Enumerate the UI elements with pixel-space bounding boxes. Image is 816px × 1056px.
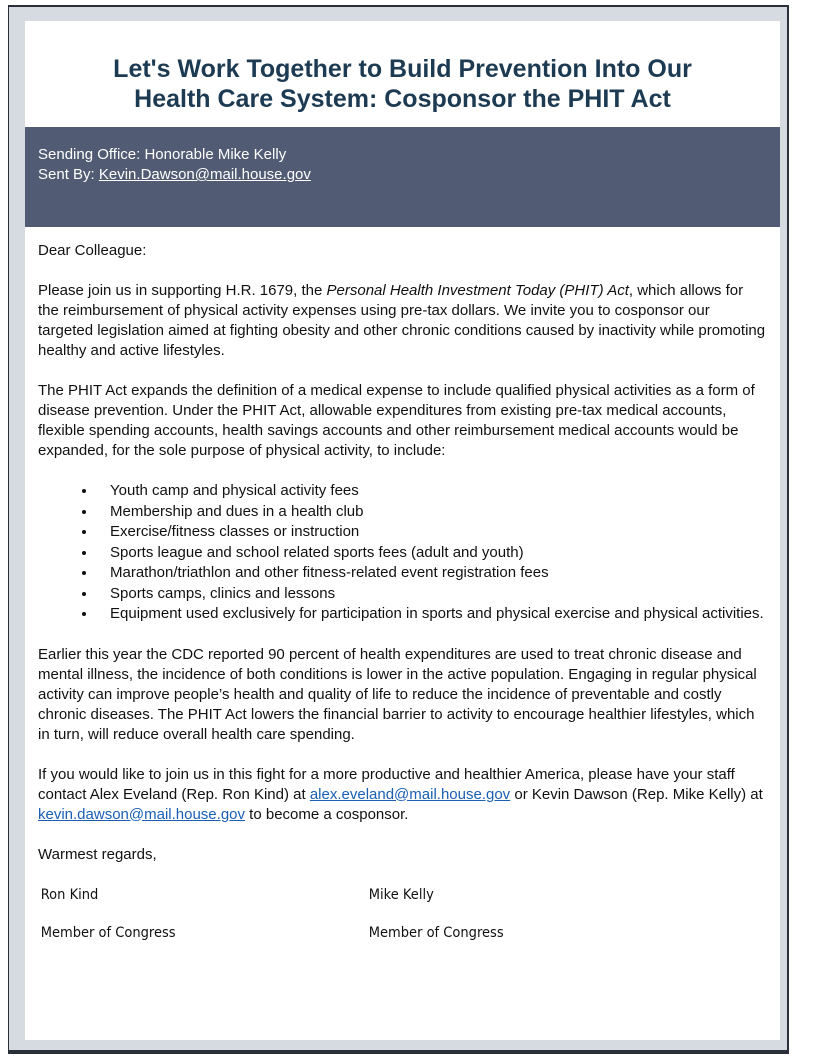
kevin-dawson-email-link[interactable]: kevin.dawson@mail.house.gov <box>38 805 246 823</box>
list-item: • Membership and dues in a health club <box>97 502 767 523</box>
list-item: • Youth camp and physical activity fees <box>97 481 767 502</box>
sent-by <box>38 165 767 185</box>
letter-body <box>25 227 780 961</box>
title-line-2: Health Care System: Cosponsor the PHIT Act <box>134 85 671 113</box>
alex-eveland-email-link[interactable]: alex.eveland@mail.house.gov <box>309 785 511 803</box>
paragraph-definition: The PHIT Act expands the definition of a medical expense to include qualified physical activities as a form of disease prevention. Under the PHIT Act, allowable expenditures from existing pre-tax medical accounts, flexible spending accounts, health savings accounts and other reimbursement medical accounts would be expanded, for the sole purpose of physical activity, to include: <box>38 382 755 459</box>
paragraph-cdc: Earlier this year the CDC reported 90 percent of health expenditures are used to treat chronic disease and mental illness, the incidence of both conditions is lower in the active population. Engaging in regular physical activity can improve people’s health and quality of life to reduce the incidence of preventable and costly chronic diseases. The PHIT Act lowers the financial barrier to activity to encourage healthier lifestyles, which in turn, will reduce overall health care spending. <box>38 645 757 743</box>
signature-name: Mike Kelly <box>368 886 434 903</box>
paragraph-intro <box>38 281 767 361</box>
contact-text-cont: or Kevin Dawson (Rep. Mike Kelly) at <box>510 785 763 803</box>
contact-text: If you would like to join us in this fight for a more productive and healthier America, please have your staff contact Alex Eveland (Rep. Ron Kind) at <box>38 765 735 803</box>
signature-ron-kind <box>38 885 366 961</box>
document-card <box>25 21 780 1040</box>
signature-name: Ron Kind <box>40 886 99 903</box>
paragraph-contact <box>38 765 767 825</box>
list-item: • Exercise/fitness classes or instruction <box>97 522 767 543</box>
act-name: Personal Health Investment Today (PHIT) Act <box>326 282 629 299</box>
greeting: Dear Colleague: <box>38 242 147 259</box>
list-item: • Sports camps, clinics and lessons <box>97 584 767 605</box>
eligible-expenses-list <box>38 481 767 625</box>
sender-banner <box>25 127 780 227</box>
list-item: • Equipment used exclusively for participation in sports and physical exercise and physical activities. <box>97 604 767 625</box>
sending-office: Sending Office: Honorable Mike Kelly <box>38 146 287 163</box>
list-item: • Marathon/triathlon and other fitness-related event registration fees <box>97 563 767 584</box>
signature-title: Member of Congress <box>40 924 176 941</box>
sent-by-email-link[interactable]: Kevin.Dawson@mail.house.gov <box>98 166 311 183</box>
sent-by-label: Sent By: <box>38 166 99 183</box>
document-frame <box>8 5 789 1054</box>
signatures <box>38 885 694 961</box>
list-item: • Sports league and school related sports fees (adult and youth) <box>97 543 767 564</box>
intro-text-cont: , which allows for the reimbursement of physical activity expenses using pre-tax dollars. We invite you to cosponsor our targeted legislation aimed at fighting obesity and other chronic conditions caused by inactivity while promoting healthy and active lifestyles. <box>38 282 766 359</box>
contact-text-end: to become a cosponsor. <box>245 805 409 823</box>
signature-mike-kelly <box>366 885 694 961</box>
signature-title: Member of Congress <box>368 924 504 941</box>
page-title <box>25 21 780 127</box>
intro-text: Please join us in supporting H.R. 1679, the <box>38 282 327 299</box>
closing: Warmest regards, <box>38 845 157 863</box>
title-line-1: Let's Work Together to Build Prevention Into Our <box>113 55 692 83</box>
